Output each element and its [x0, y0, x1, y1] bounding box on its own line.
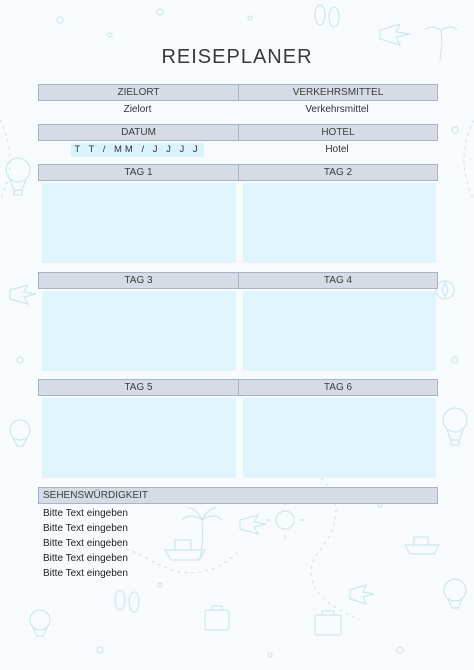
day-2-notes-box[interactable] [243, 183, 436, 263]
sights-item[interactable]: Bitte Text eingeben [43, 568, 128, 579]
date-field[interactable]: T T / MM / J J J J [71, 143, 203, 157]
destination-transport-header [38, 84, 438, 101]
flip-flop-icon [315, 5, 339, 27]
destination-header: ZIELORT [117, 87, 160, 98]
day-header-row-2 [38, 272, 438, 289]
day-5-notes-box[interactable] [42, 398, 236, 478]
day-1-notes-box[interactable] [42, 183, 236, 263]
suitcase-icon [205, 606, 229, 630]
day-5-label: TAG 5 [124, 382, 153, 393]
sights-header-label: SEHENSWÜRDIGKEIT [43, 490, 149, 501]
sights-header [38, 487, 438, 504]
day-6-notes-box[interactable] [243, 398, 436, 478]
day-2-label: TAG 2 [323, 167, 353, 178]
hot-air-balloon-icon [30, 610, 50, 636]
sights-item[interactable]: Bitte Text eingeben [43, 523, 128, 534]
suitcase-icon [315, 611, 341, 635]
date-hotel-values [38, 142, 438, 158]
page-title: REISEPLANER [161, 46, 313, 68]
day-4-label: TAG 4 [323, 275, 353, 286]
sights-item[interactable]: Bitte Text eingeben [43, 553, 128, 564]
day-1-label: TAG 1 [124, 167, 153, 178]
sun-icon [266, 501, 304, 539]
airplane-icon [380, 24, 410, 45]
day-3-notes-box[interactable] [42, 291, 236, 371]
hot-air-balloon-icon [6, 158, 30, 195]
flip-flop-icon [115, 590, 139, 612]
date-field-wrapper [38, 142, 237, 158]
date-header: DATUM [121, 127, 156, 138]
destination-field[interactable]: Zielort [123, 104, 152, 115]
airplane-icon [350, 585, 374, 604]
day-header-row-1 [38, 164, 438, 181]
ship-icon [405, 537, 439, 554]
airplane-icon [10, 285, 36, 304]
hotel-field[interactable]: Hotel [325, 144, 349, 155]
hot-air-balloon-icon [444, 579, 466, 608]
day-4-notes-box[interactable] [243, 291, 436, 371]
date-hotel-header [38, 124, 438, 141]
compass-icon [436, 281, 454, 299]
sights-item[interactable]: Bitte Text eingeben [43, 538, 128, 549]
hot-air-balloon-icon [10, 420, 30, 446]
palm-tree-icon [182, 508, 222, 560]
airplane-icon [240, 515, 266, 534]
day-3-label: TAG 3 [124, 275, 153, 286]
day-6-label: TAG 6 [323, 382, 353, 393]
sights-item[interactable]: Bitte Text eingeben [43, 508, 128, 519]
transport-field[interactable]: Verkehrsmittel [305, 104, 369, 115]
ship-icon [165, 540, 205, 560]
transport-header: VERKEHRSMITTEL [292, 87, 384, 98]
destination-transport-values [38, 102, 438, 118]
day-header-row-3 [38, 379, 438, 396]
hot-air-balloon-icon [443, 408, 467, 445]
hotel-header: HOTEL [321, 127, 355, 138]
